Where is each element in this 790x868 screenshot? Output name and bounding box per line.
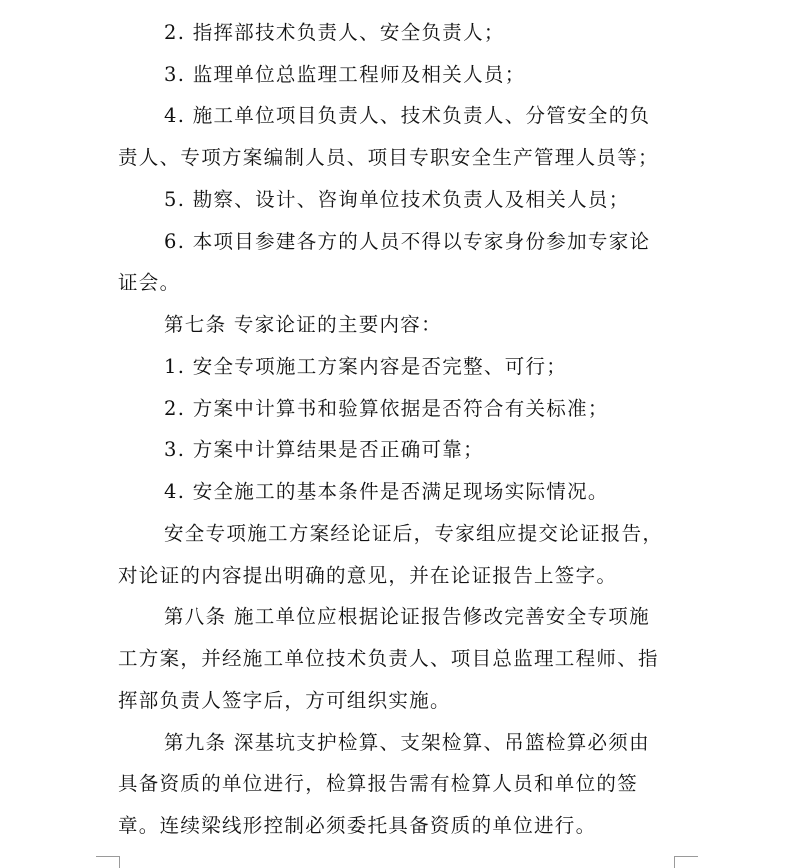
- list-item-2: 2. 指挥部技术负责人、安全负责人；: [164, 21, 505, 44]
- article-8-line-2: 工方案，并经施工单位技术负责人、项目总监理工程师、指: [118, 647, 659, 670]
- list-item-4-line-2: 责人、专项方案编制人员、项目专职安全生产管理人员等；: [118, 146, 659, 169]
- article-9-line-3: 章。连续梁线形控制必须委托具备资质的单位进行。: [118, 814, 597, 837]
- article-7-paragraph-line-2: 对论证的内容提出明确的意见，并在论证报告上签字。: [118, 564, 618, 587]
- article-7-item-1: 1. 安全专项施工方案内容是否完整、可行；: [164, 355, 568, 378]
- list-item-3: 3. 监理单位总监理工程师及相关人员；: [164, 63, 526, 86]
- article-7-heading: 第七条 专家论证的主要内容：: [164, 313, 442, 336]
- article-9-line-1: 第九条 深基坑支护检算、支架检算、吊篮检算必须由: [164, 731, 650, 754]
- article-7-item-2: 2. 方案中计算书和验算依据是否符合有关标准；: [164, 397, 609, 420]
- page-corner-marker-left: [95, 856, 120, 868]
- article-7-paragraph-line-1: 安全专项施工方案经论证后，专家组应提交论证报告，: [164, 522, 664, 545]
- article-7-item-4: 4. 安全施工的基本条件是否满足现场实际情况。: [164, 480, 609, 503]
- list-item-6-line-1: 6. 本项目参建各方的人员不得以专家身份参加专家论: [164, 230, 651, 253]
- article-8-line-1: 第八条 施工单位应根据论证报告修改完善安全专项施: [164, 605, 650, 628]
- list-item-5: 5. 勘察、设计、咨询单位技术负责人及相关人员；: [164, 188, 630, 211]
- page-corner-marker-right: [674, 856, 699, 868]
- article-7-item-3: 3. 方案中计算结果是否正确可靠；: [164, 438, 484, 461]
- article-9-line-2: 具备资质的单位进行，检算报告需有检算人员和单位的签: [118, 772, 639, 795]
- article-8-line-3: 挥部负责人签字后，方可组织实施。: [118, 689, 451, 712]
- list-item-6-line-2: 证会。: [118, 271, 181, 294]
- list-item-4-line-1: 4. 施工单位项目负责人、技术负责人、分管安全的负: [164, 104, 651, 127]
